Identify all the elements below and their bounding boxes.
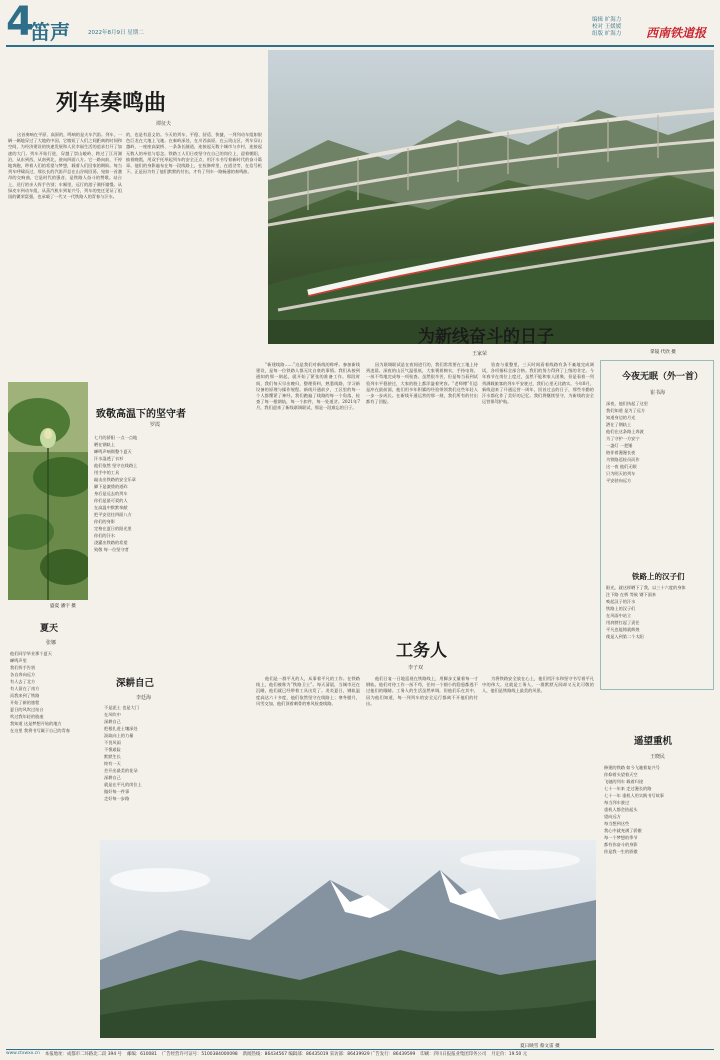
footer-postcode: 邮编：610081 bbox=[126, 1052, 157, 1057]
footer-website[interactable]: www.ctxwxx.cn bbox=[6, 1051, 40, 1056]
poem-today-title: 今夜无眠（外一首） bbox=[622, 372, 704, 382]
poem-today-author: 崔书海 bbox=[650, 390, 666, 396]
center-article-col1: “新建线路……”这是我们对新线的称呼。参加新线建设，是每一位铁路人都无比自豪的事情。我们从接到通知的那一刻起，就开始了紧张的准备工作。那段时间，我们每天早出晚归，整理资料，熟悉线路，学习新设备的原理与操作规程。新线开通前夕，工区里的每一个人都绷紧了神经。我们跑遍了线路的每一个角落，检查了每一根钢轨，每一个扣件，每一处道岔。2021年7月，我们迎来了新线联调联试，那是一段难忘的日子。 bbox=[256, 362, 360, 411]
contact-proofreader: 校对 王媛媛 bbox=[592, 24, 622, 30]
poem-self-title: 深耕自己 bbox=[116, 678, 155, 689]
main-photo-credit: 掌镜 代欣 摄 bbox=[650, 350, 676, 355]
poem-summer-author: 张娜 bbox=[46, 640, 57, 646]
poem-self-lines: 不是泥土 也是大门 在风吹中 深耕自己 把根扎进土壤深处 汲取向上的力量 不畏风雨 不惧艰险 默默生长 终有一天 会开出最美的花朵 深耕自己 就是在平凡的岗位上 做好每一件事 走好每一步路 bbox=[104, 705, 142, 801]
main-photo bbox=[268, 50, 714, 344]
poem-rail-lines: 阳光，就这样晒下了我，以三十六度的身体 注下路 在桥 等候 钢下面来 唤起汉子的汗水 铁路上的汉子们 在风雨中站立 用肩膀扛起了责任 平凡也能铸就辉煌 使是入到第二个太阳 bbox=[606, 585, 686, 639]
viaduct-train-image bbox=[268, 50, 714, 344]
center-article-author: 王家荣 bbox=[472, 351, 488, 357]
poem-self-author: 李廷海 bbox=[136, 695, 152, 701]
page-number: 4 bbox=[6, 0, 34, 45]
footer-rule bbox=[6, 1049, 714, 1050]
poem-persist-author: 罗霞 bbox=[150, 422, 161, 428]
poem-persist-lines: 七月的骄阳 一点一点地 晒在钢轨上 蝉鸣声响彻整个夏天 汗水湿透了衣衫 他们依然 坚守在线路上 用手中的工具 敲击出铁路的安全乐章 脚下是滚烫的道砟 身后是远去的列车 你们是最可爱的人 在高温中默默奉献 把平安送往四面八方 你们的身影 定格在夏日的阳光里 你们的汗水 浇灌出铁路的希望 致敬 每一位坚守者 bbox=[94, 435, 138, 552]
mountain-photo bbox=[100, 840, 596, 1038]
main-article-title: 列车奏鸣曲 bbox=[56, 91, 167, 116]
work-article-col2: 他们日复一日地巡视在铁路线上，用脚步丈量着每一寸钢轨。他们对待工作一丝不苟，任何一个细小的隐患都逃不过他们的眼睛。工务人的生活虽然单调，但他们乐在其中，因为他们知道，每一列列车的安全运行都离不开他们的付出。 bbox=[366, 676, 478, 706]
work-article-title: 工务人 bbox=[396, 641, 447, 661]
issue-date: 2022年8月9日 星期二 bbox=[88, 30, 144, 36]
main-article-body-left: 这首奏响在平原、高原的，鸣响的是火车汽笛。列车，一辆一辆地穿过了大地的中国，它缩短了人们之间距离的时间和空间，为经济建设的快速发展和人民幸福生活的追求打开了加速的大门。列车开始行进，穿越了崇山峻岭，跨过了江河湖泊，从东到西，从南到北，驶向四面八方。它一路向前，不停地奔跑，带着人们的希望与梦想，载着人们回家的期盼。每当列车呼啸而过，那长长的汽笛声总在山谷间回荡，宛如一首激昂的交响曲，它是时代的强音，是铁路人奋斗的赞歌。站台上，送行的亲人挥手告别；车厢里，远行的游子满怀憧憬。从绿皮车到动车组，从蒸汽机车到复兴号，列车的变迁见证了祖国的繁荣富强，也承载了一代又一代铁路人的青春与汗水。 bbox=[8, 132, 122, 200]
footer-printer: 印刷：四川日报报业集团印务公司 bbox=[420, 1052, 487, 1057]
center-article-col2: 因为联调联试是在夜间进行的，我们常常要在工地上待到凌晨。深夜的山区气温很低，大家裹着棉衣，手持电筒，一丝不苟地完成每一项检查。虽然很辛苦，但是每当看到试验列车平稳驶过，大家的脸上都洋溢着笑容。“老师傅”们总是冲在最前面，他们用多年积累的经验带领我们这些年轻人一步一步成长。在新线开通运营的那一刻，我们所有的付出都有了回报。 bbox=[366, 362, 478, 405]
lotus-photo-caption: 盛夏 潘宇 摄 bbox=[50, 604, 76, 609]
footer-phones: 新闻热线：86434567 编辑部：86435019 采访部：86439929 广告发行：86439599 bbox=[242, 1052, 416, 1057]
mountain-photo-credit: 夏日映雪 蔡文雷 摄 bbox=[520, 1044, 560, 1049]
center-article-title: 为新线奋斗的日子 bbox=[418, 327, 554, 347]
footer-line bbox=[6, 1051, 714, 1059]
work-article-col1: 他们是一群平凡的人，从事着平凡的工作。在铁路线上，他们被称为“铁路卫士”。每天清晨，当城市还在沉睡，他们就已经带着工具出发了。炎炎夏日，钢轨温度高达六十多度，他们依然坚守在线路上；寒冬腊月，风雪交加，他们顶着刺骨的寒风检查线路。 bbox=[256, 676, 360, 706]
header-contacts bbox=[592, 17, 642, 38]
header-rule bbox=[6, 45, 714, 47]
poem-far-title: 遥望重机 bbox=[634, 736, 673, 747]
poem-summer-title: 夏天 bbox=[40, 624, 59, 634]
work-article-author: 李子双 bbox=[408, 665, 424, 671]
poem-far-author: 王晓民 bbox=[650, 754, 666, 760]
footer-price: 月定价：19.50 元 bbox=[491, 1052, 528, 1057]
contact-layout: 组版 旷海力 bbox=[592, 31, 622, 37]
main-article-author: 谭征夫 bbox=[156, 121, 172, 127]
section-name: 笛声 bbox=[30, 20, 70, 44]
lotus-image bbox=[8, 382, 88, 600]
poem-rail-title: 铁路上的汉子们 bbox=[632, 572, 685, 581]
poem-far-lines: 修建的铁路 如今飞驰着复兴号 你仰着头望着天空 飞驰的列车 载着归途 七十一年来 走过漫长的路 七十一年 重机人用实践书写故事 每当列车驶过 重机人都会抬起头 望向远方 每当想到这些 我心中就充满了骄傲 每一个梦想的季节 都有你奋斗的身影 你是我一生的骄傲 bbox=[604, 765, 664, 854]
newspaper-logo: 西南铁道报 bbox=[646, 26, 707, 40]
poem-today-lines: 深夜，他们执起了这里 我们知道 是为了远方 知道身边的月光 洒在了钢轨上 他们在这条路上奔波 为了守护一方安宁 一盏灯 一把锤 陪伴着漫漫长夜 为铁路巡检员而作 这一夜 他们无眠 只为明天的列车 平安驶向远方 bbox=[606, 401, 648, 483]
footer-license: 广告经营许可证号：5100384000098 bbox=[161, 1052, 238, 1057]
contact-editor: 编辑 旷海力 bbox=[592, 17, 622, 23]
poem-persist-title: 致敬高温下的坚守者 bbox=[96, 409, 186, 420]
center-article-col3: 验查与重整里，三天时间看着线路有条不紊地完成调试，各项指标全部合格。我们的努力得到了上级的肯定。今年春节在岗位上度过，虽然不能和家人团聚，但是看着一列列满载旅客的列车平安驶过，我们心里无比踏实。今年8月，新线迎来了开通运营一周年，回首过去的日子，那些辛勤的汗水都化作了美好的记忆。我们将继续坚守，为新线的安全运营保驾护航。 bbox=[482, 362, 594, 405]
lotus-photo bbox=[8, 382, 88, 600]
snow-mountain-image bbox=[100, 840, 596, 1038]
footer-address: 本报地址：成都市二环路北二段 394 号 bbox=[44, 1052, 122, 1057]
work-article-col3: 为将铁路安全放在心上，他们用汗水和坚守书写着平凡中的伟大。这就是工务人，一群默默无闻却又无比可敬的人，他们是铁路线上最美的风景。 bbox=[482, 676, 594, 694]
main-article-body-mid: 的，也是有意义的。今天的列车，平稳、舒适、快捷，一列列动车组如银色巨龙在大地上飞驰。在秦岭深处，在川西高原，在云贵山区，列车穿山越岭，一座座高架桥、一条条长隧道，连接起无数个城市与乡村，连接起无数人的牵挂与思念。铁路工人们日夜坚守在自己的岗位上，迎着朝阳，披着晚霞，用双手托举起列车的安全正点，用汗水书写着新时代的奋斗篇章。他们的身影遍布在每一段线路上，在检修库里，在道岔旁，在信号机下。正是因为有了他们默默的付出，才有了列车一路畅通的奏鸣曲。 bbox=[126, 132, 262, 175]
poem-summer-lines: 他们同学毕业那个夏天 蝉鸣声里 我们挥手告别 各自奔向远方 有人去了北方 有人留在了南方 而我来到了铁路 开始了新的旅程 夏日的风吹过站台 吹过我年轻的脸庞 我知道 这是梦想开始的地方 在这里 我将书写属于自己的青春 bbox=[10, 651, 70, 733]
